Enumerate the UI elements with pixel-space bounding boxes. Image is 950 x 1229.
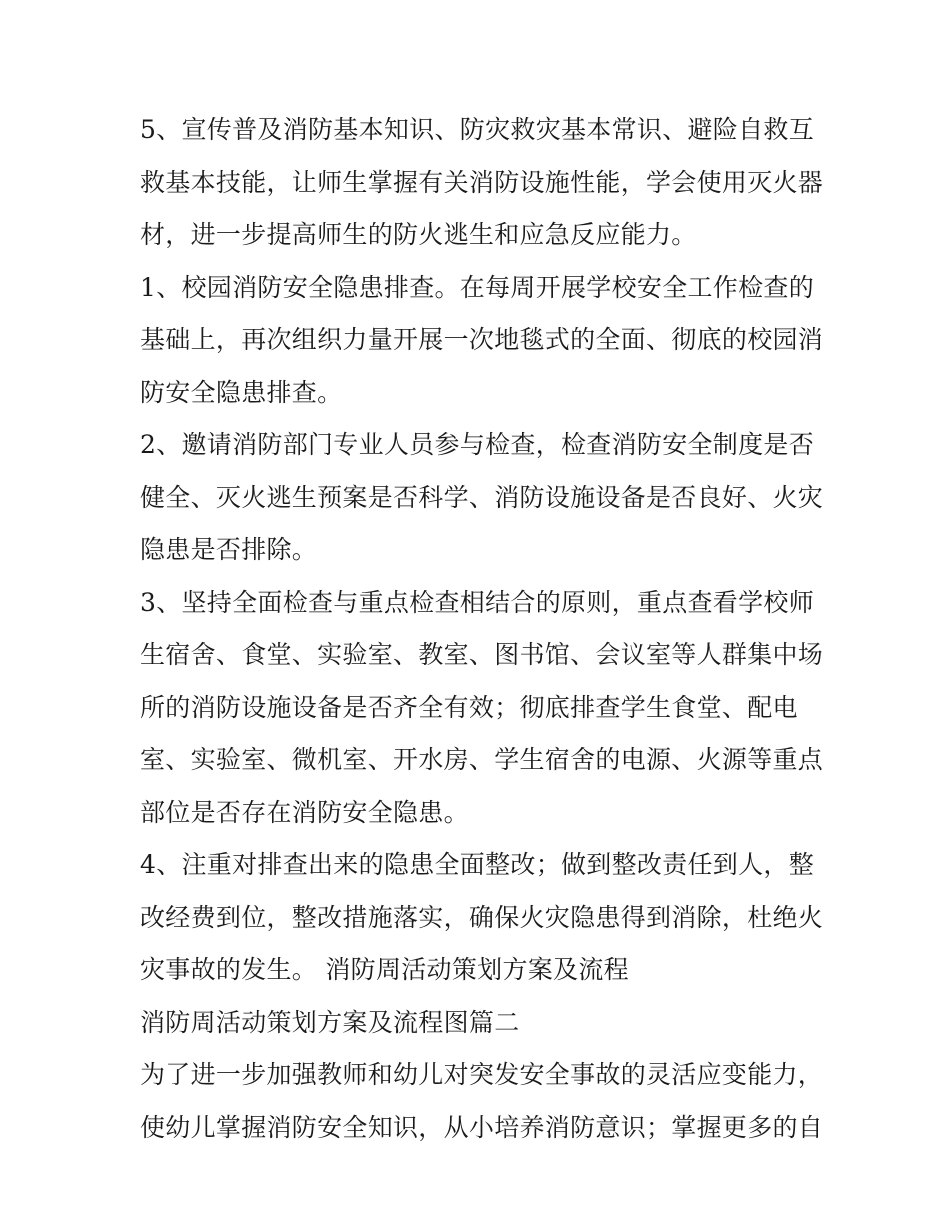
text-line: 防安全隐患排查。 [140, 377, 343, 407]
section-heading: 消防周活动策划方案及流程图篇二 [140, 1007, 520, 1037]
text-line: 生宿舍、食堂、实验室、教室、图书馆、会议室等人群集中场 [140, 640, 824, 669]
text-line: 2、邀请消防部门专业人员参与检查，检查消防安全制度是否 [140, 430, 815, 459]
text-line: 3、坚持全面检查与重点检查相结合的原则，重点查看学校师 [140, 587, 815, 617]
text-line: 材，进一步提高师生的防火逃生和应急反应能力。 [140, 220, 697, 249]
text-line: 隐患是否排除。 [140, 535, 318, 564]
text-line: 灾事故的发生。 消防周活动策划方案及流程 [140, 955, 629, 984]
text-line: 救基本技能，让师生掌握有关消防设施性能，学会使用灭火器 [140, 167, 824, 197]
text-line: 5、宣传普及消防基本知识、防灾救灾基本常识、避险自救互 [140, 115, 815, 144]
text-line: 改经费到位，整改措施落实，确保火灾隐患得到消除，杜绝火 [140, 902, 824, 932]
text-line: 健全、灭火逃生预案是否科学、消防设施设备是否良好、火灾 [140, 482, 824, 512]
text-line: 部位是否存在消防安全隐患。 [140, 797, 469, 827]
text-line: 1、校园消防安全隐患排查。在每周开展学校安全工作检查的 [140, 272, 815, 302]
text-line: 为了进一步加强教师和幼儿对突发安全事故的灵活应变能力， [140, 1060, 824, 1089]
text-line: 室、实验室、微机室、开水房、学生宿舍的电源、火源等重点 [140, 745, 824, 774]
document-body [140, 104, 824, 1154]
text-line: 使幼儿掌握消防安全知识，从小培养消防意识；掌握更多的自 [140, 1112, 824, 1142]
text-line: 基础上，再次组织力量开展一次地毯式的全面、彻底的校园消 [140, 325, 824, 354]
text-line: 所的消防设施设备是否齐全有效；彻底排查学生食堂、配电 [140, 692, 798, 722]
text-line: 4、注重对排查出来的隐患全面整改；做到整改责任到人，整 [140, 850, 815, 879]
